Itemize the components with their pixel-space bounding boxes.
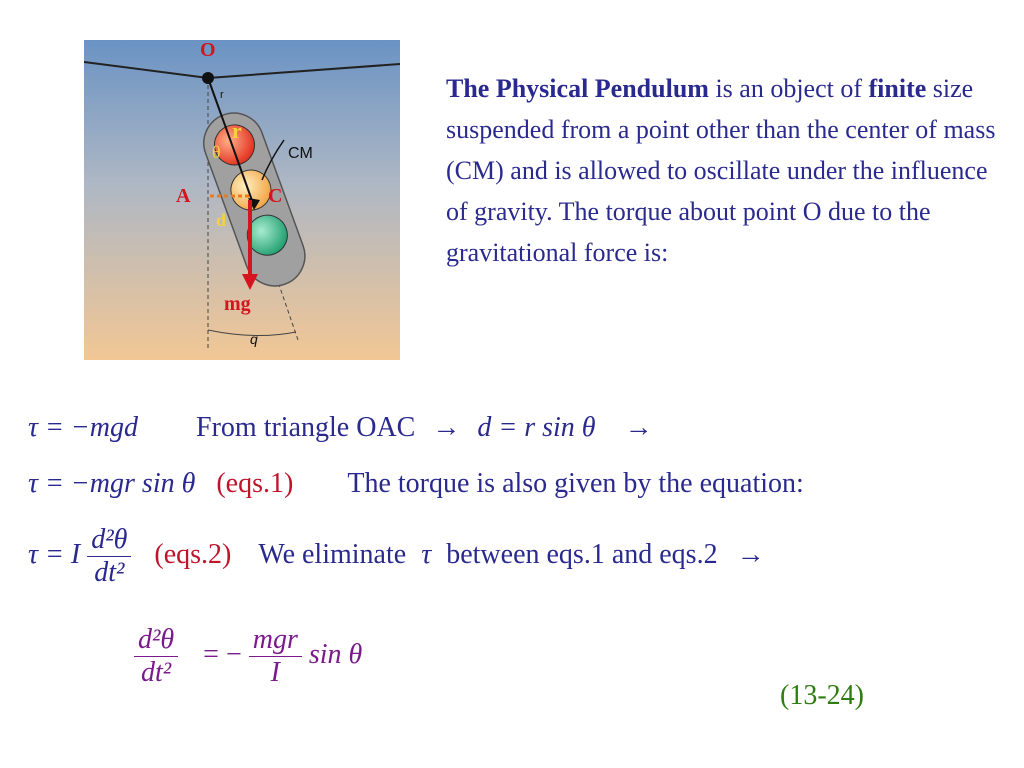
label-r-small: r — [220, 89, 224, 101]
sin-theta: sin θ — [308, 638, 363, 670]
eq-torque-I: τ = I — [28, 538, 81, 570]
equation-line-4 — [134, 624, 362, 689]
equation-line-3 — [28, 524, 765, 589]
label-CM: CM — [288, 145, 313, 162]
label-d: d — [216, 210, 227, 230]
fraction-mgr-I — [249, 624, 302, 689]
arrow-3: → — [736, 538, 765, 570]
triangle-text: From triangle OAC — [196, 412, 416, 443]
frac-num: d²θ — [91, 524, 128, 555]
equation-line-1 — [28, 412, 653, 444]
frac5-num: mgr — [252, 624, 298, 655]
tau-symbol: τ — [421, 538, 432, 570]
torque-also-text: The torque is also given by the equation: — [347, 468, 804, 499]
equation-line-2 — [28, 468, 804, 500]
fraction-lhs — [134, 624, 178, 689]
label-theta: θ — [212, 142, 221, 162]
label-C: C — [268, 185, 283, 207]
arrow-2: → — [624, 412, 653, 443]
label-r: r — [232, 118, 242, 143]
arrow-1: → — [432, 412, 461, 443]
label-mg: mg — [224, 293, 251, 315]
frac4-num: d²θ — [138, 624, 175, 655]
intro-bold-title: The Physical Pendulum — [446, 74, 709, 103]
label-O: O — [200, 40, 216, 61]
equation-number: (13-24) — [780, 680, 864, 711]
eq-torque-mgr: τ = −mgr sin θ — [28, 468, 196, 499]
intro-text-2: size suspended from a point other than the center of mass (CM) and is allowed to oscillate under the influence of gravity. The torque about point O due to the gravitational force is: — [446, 74, 996, 267]
frac5-den: I — [249, 656, 302, 689]
eliminate-text: We eliminate — [258, 538, 407, 570]
eq-d-rsin: d = r sin θ — [477, 412, 596, 443]
label-A: A — [176, 185, 191, 207]
eq-torque-mgd: τ = −mgd — [28, 412, 139, 443]
intro-text-1: is an object of — [708, 74, 869, 103]
eqs2-tag: (eqs.2) — [154, 538, 232, 570]
intro-paragraph — [446, 68, 1006, 273]
fraction-d2theta-dt2 — [87, 524, 131, 589]
frac-den: dt² — [87, 556, 131, 589]
between-text: between eqs.1 and eqs.2 — [446, 538, 718, 570]
equals-minus: = − — [203, 638, 242, 670]
frac4-den: dt² — [134, 656, 178, 689]
label-q: q — [250, 331, 258, 347]
eqs1-tag: (eqs.1) — [216, 468, 294, 499]
pendulum-figure — [84, 40, 400, 360]
intro-bold-finite: finite — [868, 74, 927, 103]
